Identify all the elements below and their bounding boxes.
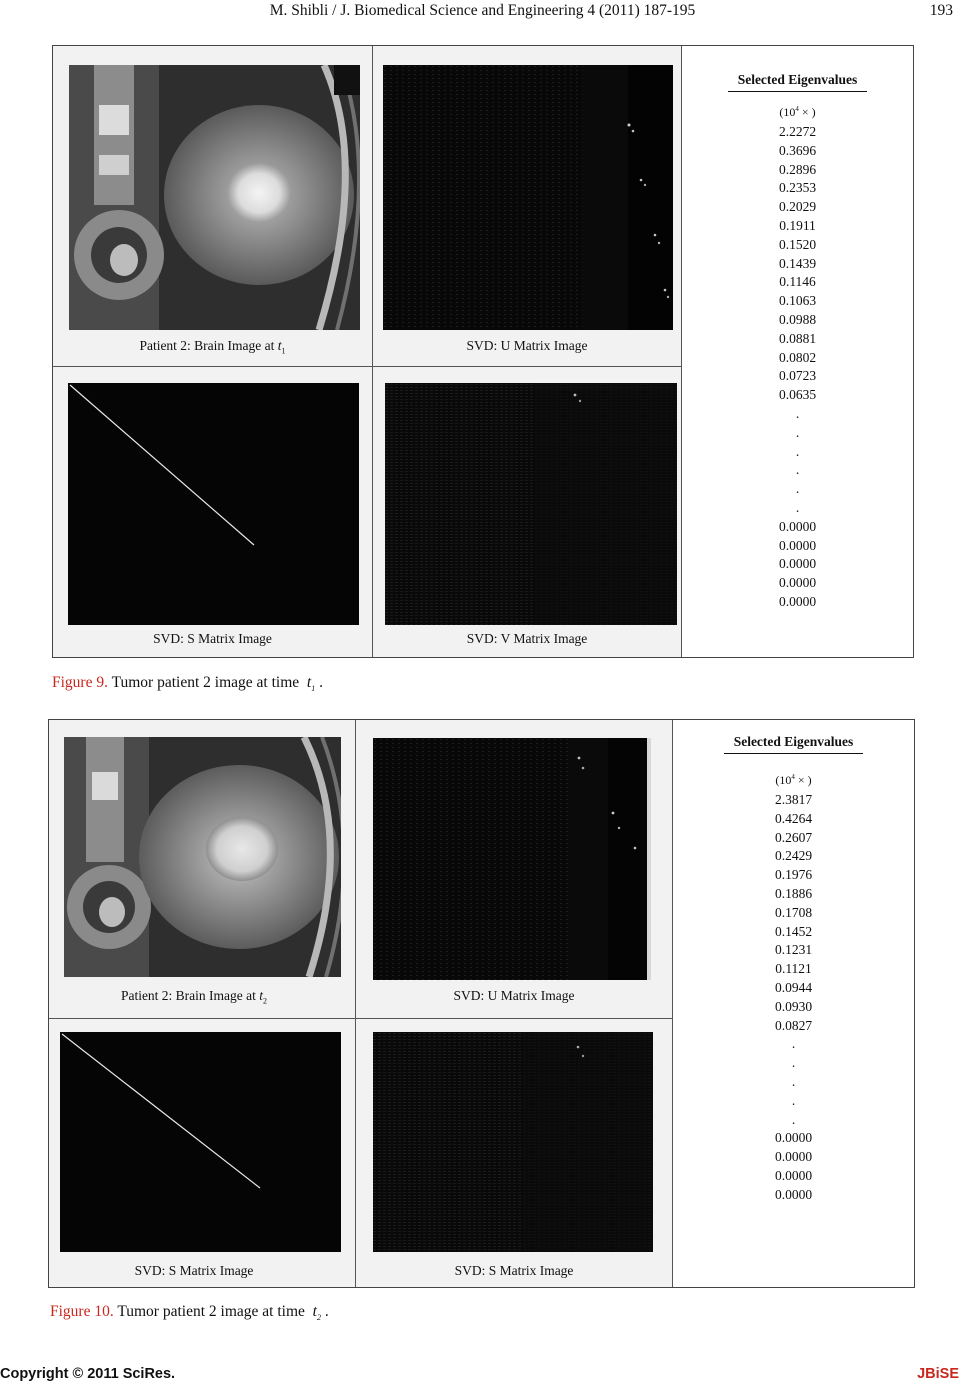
eigenvalue-item: 0.0000	[774, 1186, 813, 1202]
eigenvalue-item: 0.1439	[778, 255, 817, 271]
caption-s-matrix: SVD: S Matrix Image	[134, 1263, 254, 1278]
eigenvalue-item: 0.2607	[774, 829, 813, 845]
caption-v-matrix: SVD: V Matrix Image	[466, 631, 588, 646]
eigenvalue-item: .	[791, 1092, 796, 1108]
eigenvalue-item: .	[795, 424, 800, 440]
journal-abbrev: JBiSE	[917, 1366, 959, 1382]
eigenvalue-item: 0.0723	[778, 368, 817, 384]
eigenvalue-list	[673, 734, 914, 1205]
eigenvalue-item: 0.2429	[774, 848, 813, 864]
eigenvalue-item: 2.3817	[774, 792, 813, 807]
svd-s-matrix-image	[60, 1032, 341, 1252]
page-number: 193	[929, 2, 953, 19]
eigenvalue-list	[682, 72, 913, 612]
eigenvalue-item: 0.0988	[778, 311, 817, 327]
eigenvalue-item: 0.0000	[778, 556, 817, 572]
svd-s-matrix-image-2	[373, 1032, 653, 1252]
caption-u-matrix: SVD: U Matrix Image	[453, 988, 575, 1003]
eigenvalue-values	[673, 791, 914, 1205]
eigenvalue-item: 0.0930	[774, 998, 813, 1014]
figure-9	[52, 45, 914, 658]
caption-u-matrix: SVD: U Matrix Image	[466, 338, 588, 353]
eigenvalue-item: 0.0000	[778, 537, 817, 553]
svd-s-matrix-image	[68, 383, 359, 625]
eigenvalue-item: 0.0944	[774, 979, 813, 995]
eigenvalue-unit: ($10^4$ × )	[775, 773, 812, 787]
brain-image-t1	[69, 65, 360, 330]
svd-v-matrix-image	[385, 383, 677, 625]
eigenvalue-item: 0.0802	[778, 349, 817, 365]
eigenvalue-item: .	[791, 1055, 796, 1071]
eigenvalue-item: 0.1886	[774, 885, 813, 901]
eigenvalue-item: 0.0000	[778, 518, 817, 534]
figure-9-caption: Figure 9. Tumor patient 2 image at time $t_1$ .	[52, 674, 323, 694]
eigenvalue-unit: ($10^4$ × )	[779, 105, 816, 119]
eigenvalue-item: 0.0000	[774, 1167, 813, 1183]
eigenvalue-item: 0.4264	[774, 810, 813, 826]
caption-s-matrix-2: SVD: S Matrix Image	[454, 1263, 574, 1278]
eigenvalue-item: 0.1452	[774, 923, 813, 939]
page-header	[0, 0, 965, 28]
brain-image-t2	[64, 737, 341, 977]
eigenvalue-heading: Selected Eigenvalues	[728, 72, 868, 92]
eigenvalue-item: 0.1231	[774, 942, 813, 958]
eigenvalue-item: 0.0000	[774, 1130, 813, 1146]
eigenvalue-item: 0.3696	[778, 142, 817, 158]
eigenvalue-item: 0.0827	[774, 1017, 813, 1033]
eigenvalue-item: 0.1520	[778, 236, 817, 252]
eigenvalue-item: 0.2896	[778, 161, 817, 177]
eigenvalue-item: 0.0881	[778, 330, 817, 346]
figure-10-caption: Figure 10. Tumor patient 2 image at time $t_2$ .	[50, 1303, 329, 1323]
eigenvalue-item: 0.1708	[774, 904, 813, 920]
eigenvalue-item: 0.2353	[778, 180, 817, 196]
eigenvalue-item: 2.2272	[778, 124, 817, 139]
eigenvalue-item: .	[791, 1036, 796, 1052]
eigenvalue-item: 0.0000	[778, 575, 817, 591]
figure-9-label: Figure 9.	[52, 674, 108, 691]
svd-u-matrix-image	[373, 738, 651, 980]
eigenvalue-item: .	[795, 443, 800, 459]
eigenvalue-item: 0.1146	[779, 274, 816, 290]
eigenvalue-item: .	[791, 1073, 796, 1089]
svd-u-matrix-image	[383, 65, 673, 330]
eigenvalue-item: 0.0635	[778, 387, 817, 403]
caption-s-matrix: SVD: S Matrix Image	[153, 631, 272, 646]
caption-brain-t2: Patient 2: Brain Image at $t_2$	[120, 988, 268, 1006]
eigenvalue-item: 0.2029	[778, 199, 817, 215]
eigenvalue-item: 0.0000	[778, 593, 817, 609]
eigenvalue-item: 0.1063	[778, 293, 817, 309]
eigenvalue-item: .	[791, 1111, 796, 1127]
copyright-notice: Copyright © 2011 SciRes.	[0, 1366, 176, 1382]
running-title: M. Shibli / J. Biomedical Science and Engineering 4 (2011) 187-195	[269, 2, 696, 19]
eigenvalue-item: 0.1911	[779, 217, 816, 233]
eigenvalue-item: 0.1976	[774, 867, 813, 883]
eigenvalue-item: .	[795, 405, 800, 421]
eigenvalue-item: 0.0000	[774, 1149, 813, 1165]
eigenvalue-heading: Selected Eigenvalues	[724, 734, 864, 754]
figure-10	[48, 719, 915, 1288]
eigenvalue-item: .	[795, 481, 800, 497]
eigenvalue-values	[682, 123, 913, 612]
caption-brain-t1: Patient 2: Brain Image at $t_1$	[139, 338, 286, 356]
eigenvalue-item: .	[795, 499, 800, 515]
eigenvalue-item: .	[795, 462, 800, 478]
figure-10-label: Figure 10.	[50, 1303, 114, 1320]
eigenvalue-item: 0.1121	[775, 961, 812, 977]
